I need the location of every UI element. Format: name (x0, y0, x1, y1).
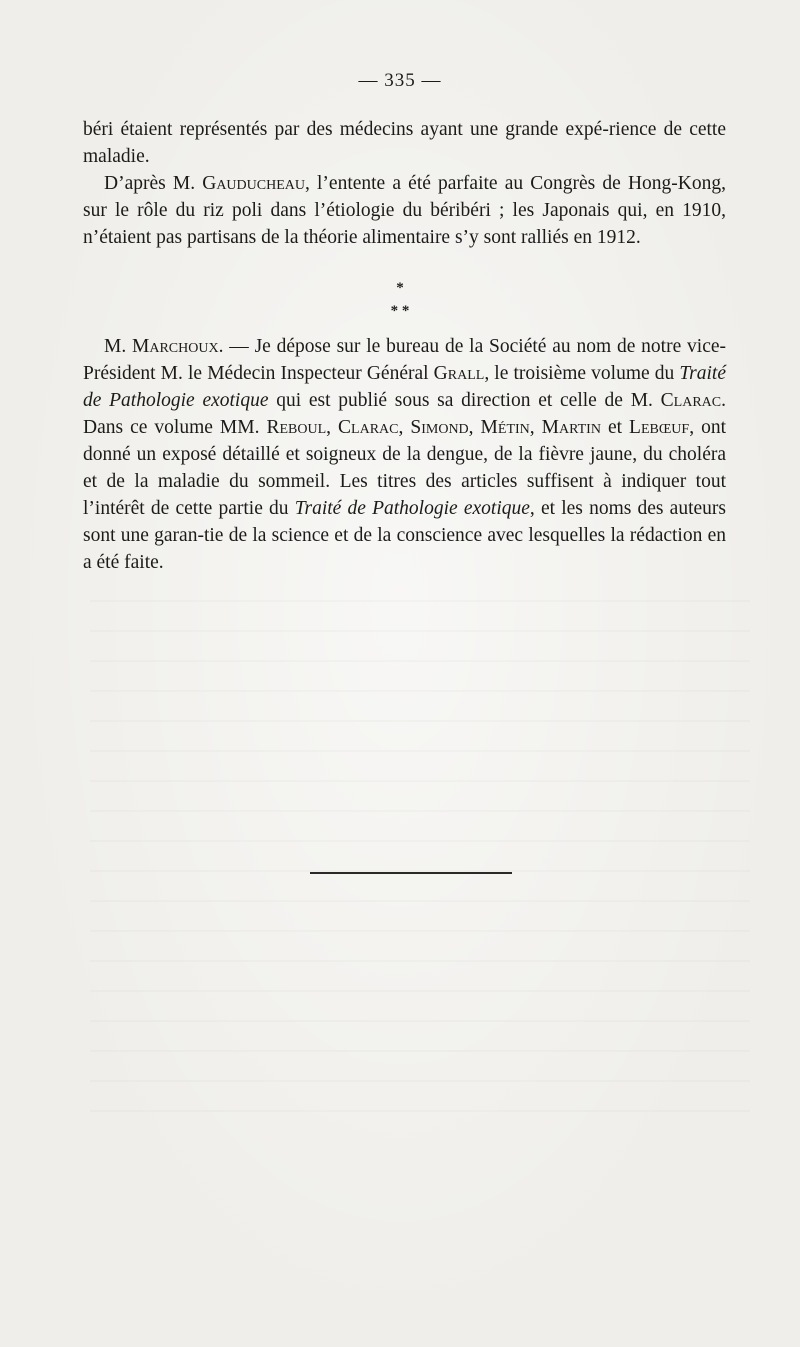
paragraph-text: . — Je dépose sur le bureau de la Société au nom de notre vice-Président M. le Médecin Inspecteur Général (83, 336, 726, 384)
paragraph-text: , et les noms des auteurs sont une garan-tie de la science et de la conscience avec lesquelles la rédaction en a été faite. (83, 498, 726, 573)
end-rule (310, 872, 512, 874)
paragraph-marchoux (83, 333, 726, 576)
paragraph-text: . Dans ce volume MM. (83, 390, 726, 438)
show-through-text (90, 600, 750, 1120)
author-name: Clarac (660, 390, 722, 411)
speaker-name: M. Marchoux (104, 336, 219, 357)
paragraph-text: et (600, 417, 630, 438)
paragraph-text: , ont donné un exposé détaillé et soigneux de la dengue, de la fièvre jaune, du choléra et de la maladie du sommeil. Les titres des articles suffisent à indiquer tout l’intérêt de cette partie du (83, 417, 727, 519)
paragraph-continuation (83, 116, 726, 170)
paragraph-text: qui est publié sous sa direction et celle de M. (268, 390, 661, 411)
section-separator-bottom: * * (390, 303, 410, 319)
page-number: — 335 — (358, 70, 442, 91)
author-name: Lebœuf (629, 417, 690, 438)
paragraph-text: , le troisième volume du (484, 363, 680, 384)
book-title: Traité de Pathologie exotique (294, 498, 530, 519)
paragraph-text: D’après M. (104, 173, 203, 194)
paragraph-gauducheau (83, 170, 726, 251)
author-names: Reboul, Clarac, Simond, Métin, Martin (266, 417, 601, 438)
paragraph-text: béri étaient représentés par des médecins ayant une grande expé-rience de cette maladie. (83, 119, 726, 167)
book-title: Traité de Pathologie exotique (83, 363, 726, 411)
section-separator-top: * (396, 280, 404, 296)
author-name: Gauducheau (202, 173, 305, 194)
paragraph-text: , l’entente a été parfaite au Congrès de Hong-Kong, sur le rôle du riz poli dans l’étiologie du béribéri ; les Japonais qui, en 1910, n’étaient pas partisans de la théorie alimentaire s’y sont ralliés en 1912. (83, 173, 726, 248)
author-name: Grall (433, 363, 485, 384)
